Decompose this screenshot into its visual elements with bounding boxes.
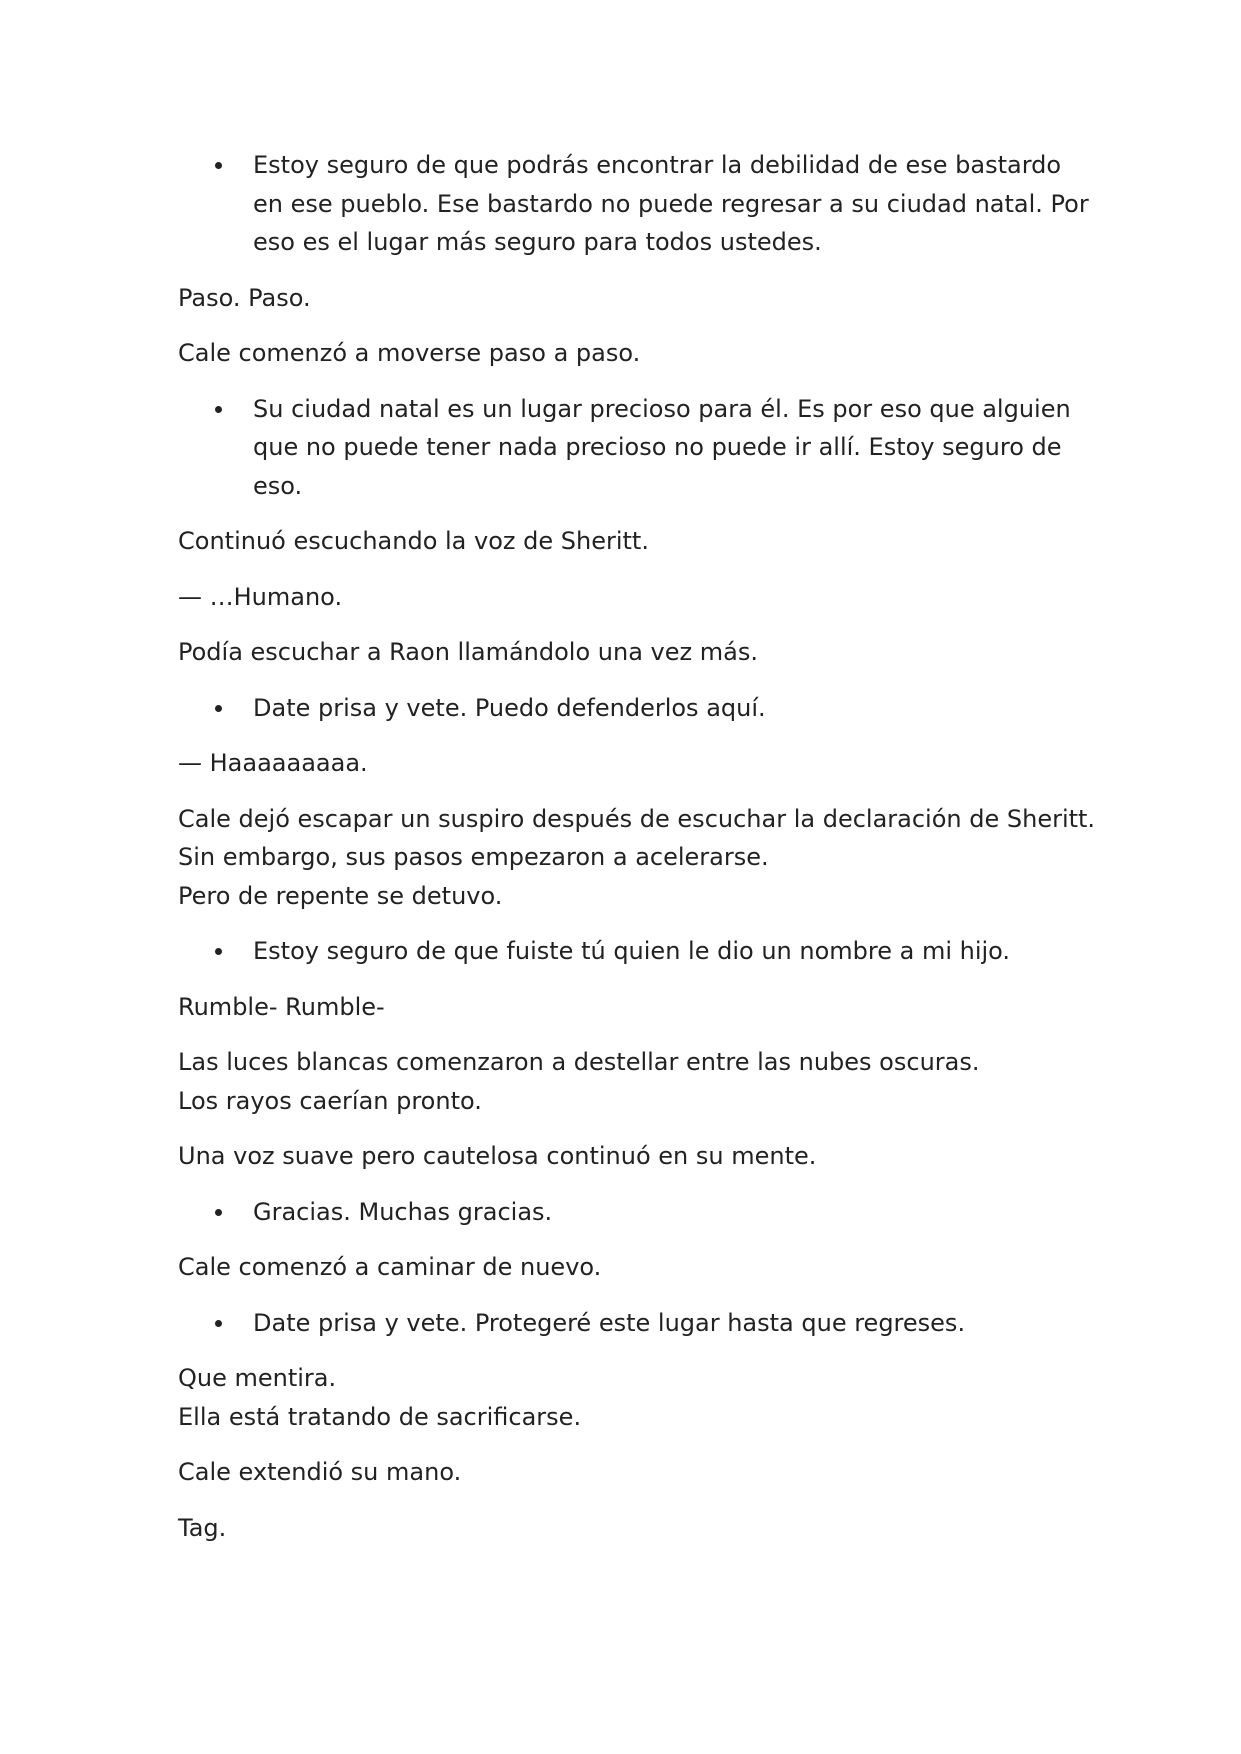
paragraph: [178, 334, 1078, 373]
bullet-dot-icon: [215, 1320, 222, 1327]
text-line: Cale extendió su mano.: [178, 1458, 462, 1486]
text-line: Estoy seguro de que podrás encontrar la debilidad de ese bastardo: [253, 151, 1062, 179]
text-line: Cale comenzó a caminar de nuevo.: [178, 1253, 602, 1281]
text-line: Cale comenzó a moverse paso a paso.: [178, 339, 641, 367]
text-line: Tag.: [178, 1513, 227, 1542]
paragraph: [178, 988, 1078, 1027]
text-line: Date prisa y vete. Protegeré este lugar hasta que regreses.: [253, 1308, 966, 1337]
paragraph: [178, 800, 1096, 916]
paragraph: [178, 578, 1078, 617]
text-line: Pero de repente se detuvo.: [178, 881, 503, 910]
bullet-item: [178, 1193, 1078, 1232]
text-line: Date prisa y vete. Puedo defenderlos aquí.: [253, 693, 766, 722]
bullet-dot-icon: [215, 406, 222, 413]
text-line: Paso. Paso.: [178, 283, 311, 312]
paragraph: [178, 1248, 1078, 1287]
paragraph: [178, 744, 1078, 783]
text-line: que no puede tener nada precioso no puede ir allí. Estoy seguro de: [253, 433, 1062, 461]
document-body: [178, 146, 1096, 1564]
text-line: Ella está tratando de sacrificarse.: [178, 1402, 582, 1431]
text-line: eso.: [253, 471, 303, 500]
bullet-item: [178, 390, 1078, 506]
paragraph: [178, 1359, 1078, 1436]
text-line: Estoy seguro de que fuiste tú quien le dio un nombre a mi hijo.: [253, 937, 1011, 965]
text-line: — …Humano.: [178, 582, 343, 611]
paragraph: [178, 522, 1078, 561]
bullet-item: [178, 146, 1089, 262]
text-line: eso es el lugar más seguro para todos ustedes.: [253, 228, 822, 256]
paragraph: [178, 279, 1078, 318]
bullet-dot-icon: [215, 948, 222, 955]
text-line: Los rayos caerían pronto.: [178, 1086, 482, 1115]
text-line: Continuó escuchando la voz de Sheritt.: [178, 527, 649, 555]
text-line: Que mentira.: [178, 1364, 337, 1392]
text-line: Una voz suave pero cautelosa continuó en su mente.: [178, 1142, 817, 1170]
text-line: Podía escuchar a Raon llamándolo una vez más.: [178, 638, 758, 666]
paragraph: [178, 1453, 1078, 1492]
text-line: Su ciudad natal es un lugar precioso para él. Es por eso que alguien: [253, 394, 1071, 423]
bullet-dot-icon: [215, 162, 222, 169]
text-line: Rumble- Rumble-: [178, 992, 385, 1021]
paragraph: [178, 633, 1078, 672]
bullet-dot-icon: [215, 1209, 222, 1216]
paragraph: [178, 1137, 1078, 1176]
bullet-item: [178, 1304, 1078, 1343]
text-line: Gracias. Muchas gracias.: [253, 1197, 553, 1226]
bullet-dot-icon: [215, 705, 222, 712]
paragraph: [178, 1043, 1078, 1120]
paragraph: [178, 1509, 1078, 1548]
text-line: Las luces blancas comenzaron a destellar entre las nubes oscuras.: [178, 1048, 980, 1076]
text-line: Sin embargo, sus pasos empezaron a acelerarse.: [178, 843, 769, 871]
bullet-item: [178, 932, 1078, 971]
bullet-item: [178, 689, 1078, 728]
text-line: Cale dejó escapar un suspiro después de escuchar la declaración de Sheritt.: [178, 804, 1096, 833]
text-line: — Haaaaaaaaa.: [178, 749, 368, 777]
text-line: en ese pueblo. Ese bastardo no puede regresar a su ciudad natal. Por: [253, 189, 1089, 218]
